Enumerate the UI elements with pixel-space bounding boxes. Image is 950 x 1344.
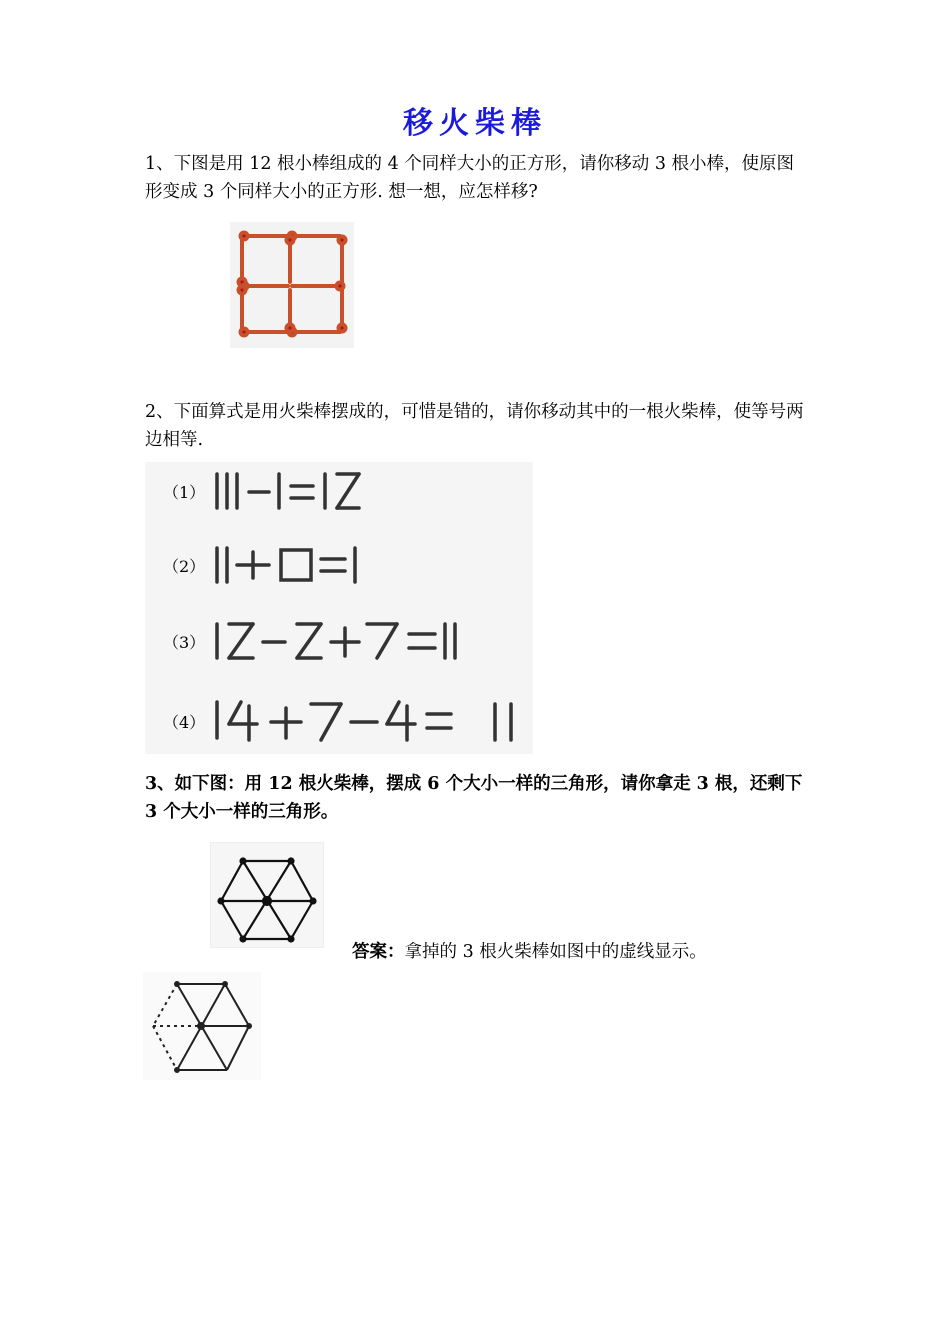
question-2-text: 2、下面算式是用火柴棒摆成的，可惜是错的，请你移动其中的一根火柴棒，使等号两边相等. <box>145 402 804 450</box>
equation-3-matches <box>217 624 455 658</box>
answer-label: 答案： <box>352 942 405 962</box>
page-title: 移火柴棒 <box>403 106 547 141</box>
answer-text: 拿掉的 3 根火柴棒如图中的虚线显示。 <box>404 942 707 962</box>
answer-hexagon-svg <box>143 972 261 1080</box>
equation-2-matches <box>217 548 355 582</box>
equation-1-matches <box>217 474 359 508</box>
equation-1-label: （1） <box>163 483 206 502</box>
four-squares-svg <box>230 222 354 348</box>
hexagon-figure <box>210 842 324 948</box>
equations-svg <box>145 462 545 754</box>
answer-hexagon-figure <box>143 972 261 1080</box>
equation-2-label: （2） <box>163 557 206 576</box>
hexagon-svg <box>211 843 323 947</box>
equation-figure-margin <box>533 462 805 754</box>
equations-figure <box>145 462 805 754</box>
equation-3-label: （3） <box>163 633 206 652</box>
equation-4-label: （4） <box>163 713 206 732</box>
equation-4-matches <box>217 702 511 740</box>
four-squares-figure <box>230 222 354 348</box>
answer-line <box>352 938 707 966</box>
question-3-text: 3、如下图：用 12 根火柴棒，摆成 6 个大小一样的三角形，请你拿走 3 根，还剩下 3 个大小一样的三角形。 <box>145 774 803 822</box>
question-1-text: 1、下图是用 12 根小棒组成的 4 个同样大小的正方形，请你移动 3 根小棒，使原图形变成 3 个同样大小的正方形. 想一想，应怎样移? <box>145 154 795 202</box>
